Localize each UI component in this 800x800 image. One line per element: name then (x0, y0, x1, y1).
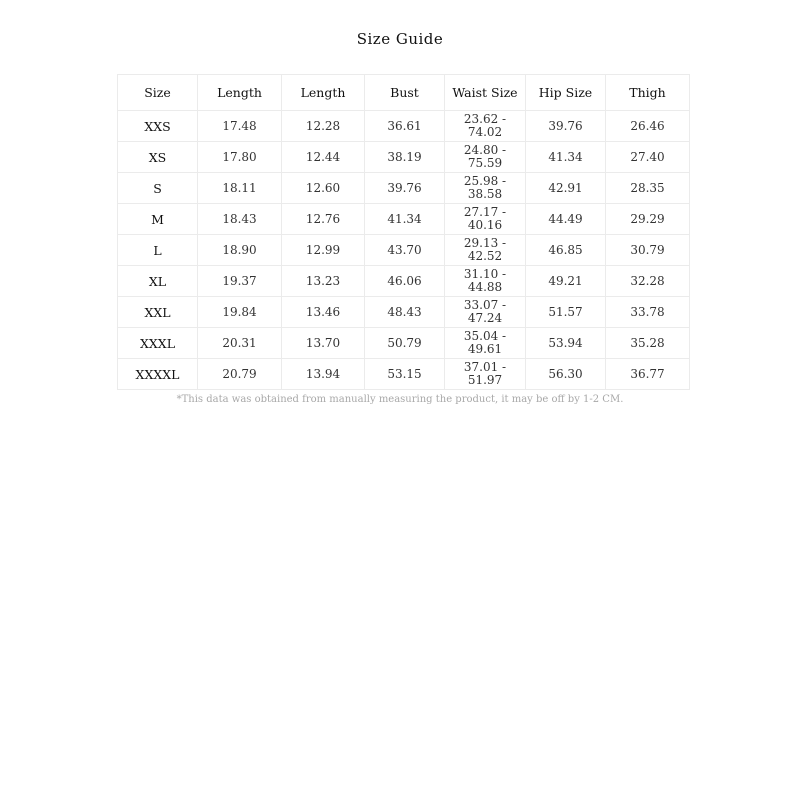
size-cell: S (118, 173, 198, 204)
bust-cell: 36.61 (365, 111, 445, 142)
length-2-cell: 12.60 (282, 173, 365, 204)
waist-cell: 27.17 - 40.16 (445, 204, 526, 235)
header-waist-size: Waist Size (445, 75, 526, 111)
waist-cell: 29.13 - 42.52 (445, 235, 526, 266)
length-cell: 19.84 (198, 297, 282, 328)
length-2-cell: 13.94 (282, 359, 365, 390)
thigh-cell: 29.29 (606, 204, 690, 235)
size-cell: XS (118, 142, 198, 173)
table-row (118, 266, 690, 297)
hip-size-cell: 53.94 (526, 328, 606, 359)
thigh-cell: 32.28 (606, 266, 690, 297)
waist-cell: 35.04 - 49.61 (445, 328, 526, 359)
length-2-cell: 12.28 (282, 111, 365, 142)
header-length-2: Length (282, 75, 365, 111)
waist-cell: 31.10 - 44.88 (445, 266, 526, 297)
table-row (118, 359, 690, 390)
size-cell: XL (118, 266, 198, 297)
length-cell: 19.37 (198, 266, 282, 297)
length-cell: 18.43 (198, 204, 282, 235)
table-row (118, 111, 690, 142)
length-2-cell: 12.99 (282, 235, 365, 266)
bust-cell: 46.06 (365, 266, 445, 297)
bust-cell: 53.15 (365, 359, 445, 390)
table-row (118, 142, 690, 173)
header-hip-size: Hip Size (526, 75, 606, 111)
thigh-cell: 26.46 (606, 111, 690, 142)
thigh-cell: 27.40 (606, 142, 690, 173)
hip-size-cell: 42.91 (526, 173, 606, 204)
thigh-cell: 35.28 (606, 328, 690, 359)
size-table (117, 74, 690, 390)
size-cell: XXS (118, 111, 198, 142)
hip-size-cell: 51.57 (526, 297, 606, 328)
table-row (118, 328, 690, 359)
length-cell: 20.79 (198, 359, 282, 390)
hip-size-cell: 39.76 (526, 111, 606, 142)
waist-cell: 33.07 - 47.24 (445, 297, 526, 328)
size-cell: L (118, 235, 198, 266)
hip-size-cell: 46.85 (526, 235, 606, 266)
length-cell: 18.11 (198, 173, 282, 204)
thigh-cell: 33.78 (606, 297, 690, 328)
waist-cell: 24.80 - 75.59 (445, 142, 526, 173)
size-cell: XXXL (118, 328, 198, 359)
length-2-cell: 12.76 (282, 204, 365, 235)
bust-cell: 39.76 (365, 173, 445, 204)
bust-cell: 38.19 (365, 142, 445, 173)
waist-cell: 25.98 - 38.58 (445, 173, 526, 204)
length-cell: 20.31 (198, 328, 282, 359)
page-title: Size Guide (356, 30, 444, 48)
thigh-cell: 28.35 (606, 173, 690, 204)
length-cell: 17.80 (198, 142, 282, 173)
header-bust: Bust (365, 75, 445, 111)
waist-cell: 23.62 - 74.02 (445, 111, 526, 142)
hip-size-cell: 41.34 (526, 142, 606, 173)
length-2-cell: 13.46 (282, 297, 365, 328)
length-2-cell: 13.23 (282, 266, 365, 297)
thigh-cell: 36.77 (606, 359, 690, 390)
hip-size-cell: 44.49 (526, 204, 606, 235)
length-cell: 17.48 (198, 111, 282, 142)
size-cell: XXL (118, 297, 198, 328)
bust-cell: 43.70 (365, 235, 445, 266)
length-2-cell: 12.44 (282, 142, 365, 173)
waist-cell: 37.01 - 51.97 (445, 359, 526, 390)
header-thigh: Thigh (606, 75, 690, 111)
length-2-cell: 13.70 (282, 328, 365, 359)
table-row (118, 204, 690, 235)
header-size: Size (118, 75, 198, 111)
bust-cell: 48.43 (365, 297, 445, 328)
thigh-cell: 30.79 (606, 235, 690, 266)
size-cell: XXXXL (118, 359, 198, 390)
bust-cell: 41.34 (365, 204, 445, 235)
header-length: Length (198, 75, 282, 111)
footnote: *This data was obtained from manually measuring the product, it may be off by 1-2 CM. (176, 394, 624, 405)
bust-cell: 50.79 (365, 328, 445, 359)
table-row (118, 235, 690, 266)
table-header-row (118, 75, 690, 111)
hip-size-cell: 49.21 (526, 266, 606, 297)
table-row (118, 173, 690, 204)
length-cell: 18.90 (198, 235, 282, 266)
table-row (118, 297, 690, 328)
hip-size-cell: 56.30 (526, 359, 606, 390)
table-body (118, 111, 690, 390)
size-cell: M (118, 204, 198, 235)
